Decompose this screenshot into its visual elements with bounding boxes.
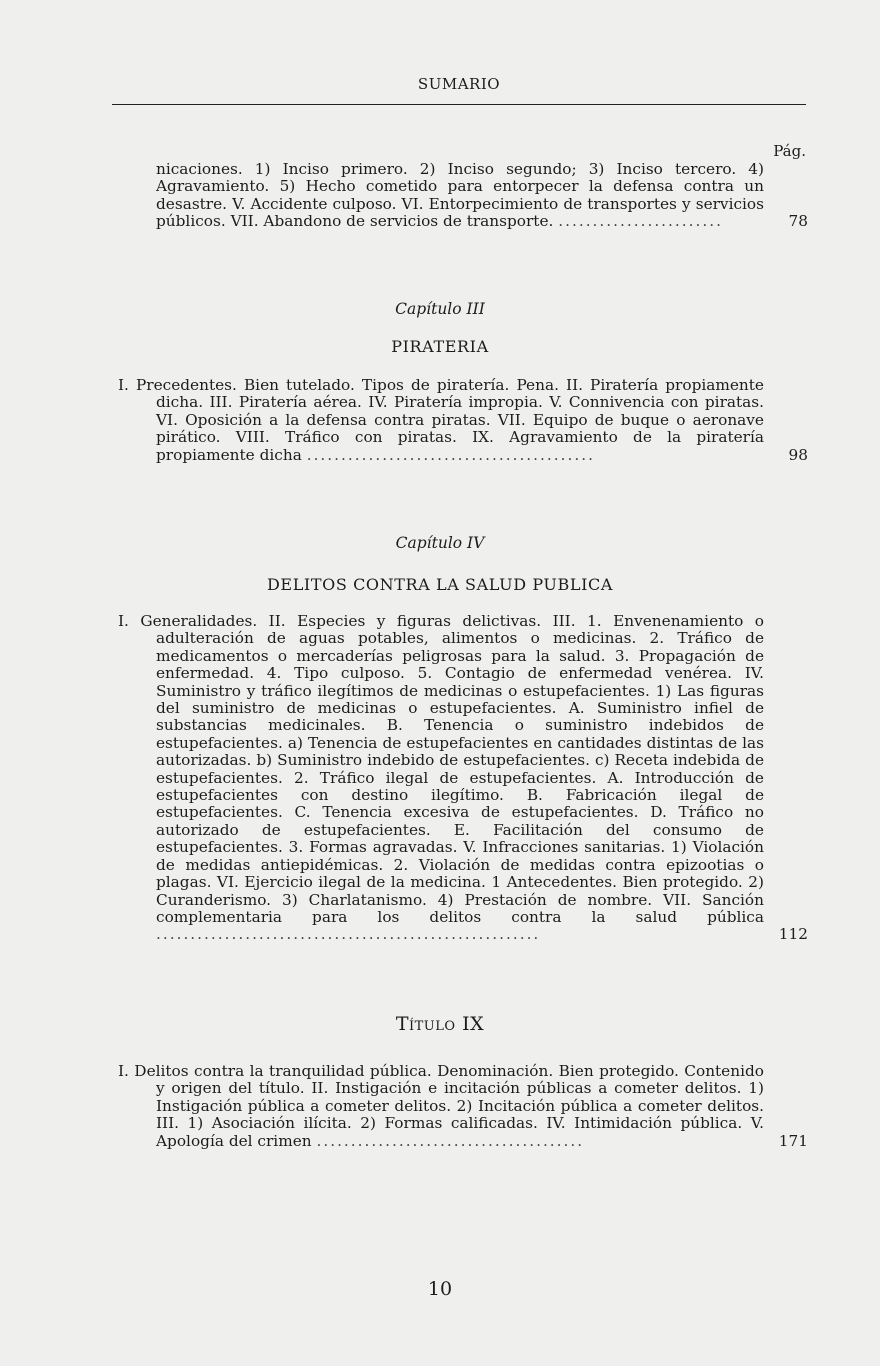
toc-entry [118, 1063, 808, 1150]
leader-dots: ........................................................ [156, 925, 541, 944]
leader-dots: ........................ [558, 212, 723, 231]
toc-entry [118, 613, 808, 944]
toc-entry [118, 161, 808, 231]
page-column-label: Pág. [773, 142, 806, 160]
toc-entry [118, 377, 808, 464]
leader-dots: ....................................... [316, 1131, 585, 1150]
title-numeral: IX [462, 1013, 485, 1035]
chapter-title: DELITOS CONTRA LA SALUD PUBLICA [266, 575, 613, 594]
entry-page-number: 171 [778, 1131, 808, 1150]
entry-text: I. Delitos contra la tranquilidad pública. Denominación. Bien protegido. Contenido y origen del título. II. Instigación e incitación públicas a cometer delitos. 1) Instigación pública a cometer delitos. 2) Incitación pública a cometer delitos. III. 1) Asociación ilícita. 2) Formas calificadas. IV. Intimidación pública. V. Apología del crimen [118, 1062, 764, 1150]
leader-dots: .......................................... [306, 445, 595, 464]
title-word: Título [395, 1013, 456, 1035]
entry-text: nicaciones. 1) Inciso primero. 2) Inciso segundo; 3) Inciso tercero. 4) Agravamiento. 5) Hecho cometido para entorpecer la defensa contra un desastre. V. Accidente culposo. VI. Entorpecimiento de transportes y servicios públicos. VII. Abandono de servicios de transporte. [156, 160, 764, 231]
entry-text: I. Precedentes. Bien tutelado. Tipos de piratería. Pena. II. Piratería propiamente dicha. III. Piratería aérea. IV. Piratería impropia. V. Connivencia con piratas. VI. Oposición a la defensa contra piratas. VII. Equipo de buque o aeronave pirático. VIII. Tráfico con piratas. IX. Agravamiento de la piratería propiamente dicha [118, 376, 764, 464]
header-rule [112, 104, 806, 105]
entry-page-number: 112 [778, 925, 808, 944]
page-header-title: SUMARIO [417, 75, 501, 93]
entry-text: I. Generalidades. II. Especies y figuras delictivas. III. 1. Envenenamiento o adulteración de aguas potables, alimentos o medicinas. 2. Tráfico de medicamentos o mercaderías peligrosas para la salud. 3. Propagación de enfermedad. 4. Tipo culposo. 5. Contagio de enfermedad venérea. IV. Suministro y tráfico ilegítimos de medicinas o estupefacientes. 1) Las figuras del suministro de medicinas o estupefacientes. A. Suministro infiel de substancias medicinales. B. Tenencia o suministro indebidos de estupefacientes. a) Tenencia de estupefacientes en cantidades distintas de las autorizadas. b) Suministro indebido de estupefacientes. c) Receta indebida de estupefacientes. 2. Tráfico ilegal de estupefacientes. A. Introducción de estupefacientes con destino ilegítimo. B. Fabricación ilegal de estupefacientes. C. Tenencia excesiva de estupefacientes. D. Tráfico no autorizado de estupefacientes. E. Facilitación del consumo de estupefacientes. 3. Formas agravadas. V. Infracciones sanitarias. 1) Violación de medidas antiepidémicas. 2. Violación de medidas contra epizootias o plagas. VI. Ejercicio ilegal de la medicina. 1 Antecedentes. Bien protegido. 2) Curanderismo. 3) Charlatanismo. 4) Prestación de nombre. VII. Sanción complementaria para los delitos contra la salud pública [118, 612, 764, 926]
chapter-title: PIRATERIA [391, 337, 489, 356]
entry-page-number: 78 [788, 212, 808, 231]
page-folio: 10 [427, 1278, 453, 1300]
chapter-label: Capítulo III [395, 300, 485, 318]
entry-page-number: 98 [788, 445, 808, 464]
chapter-label: Capítulo IV [395, 534, 485, 552]
title-heading [0, 1013, 880, 1035]
